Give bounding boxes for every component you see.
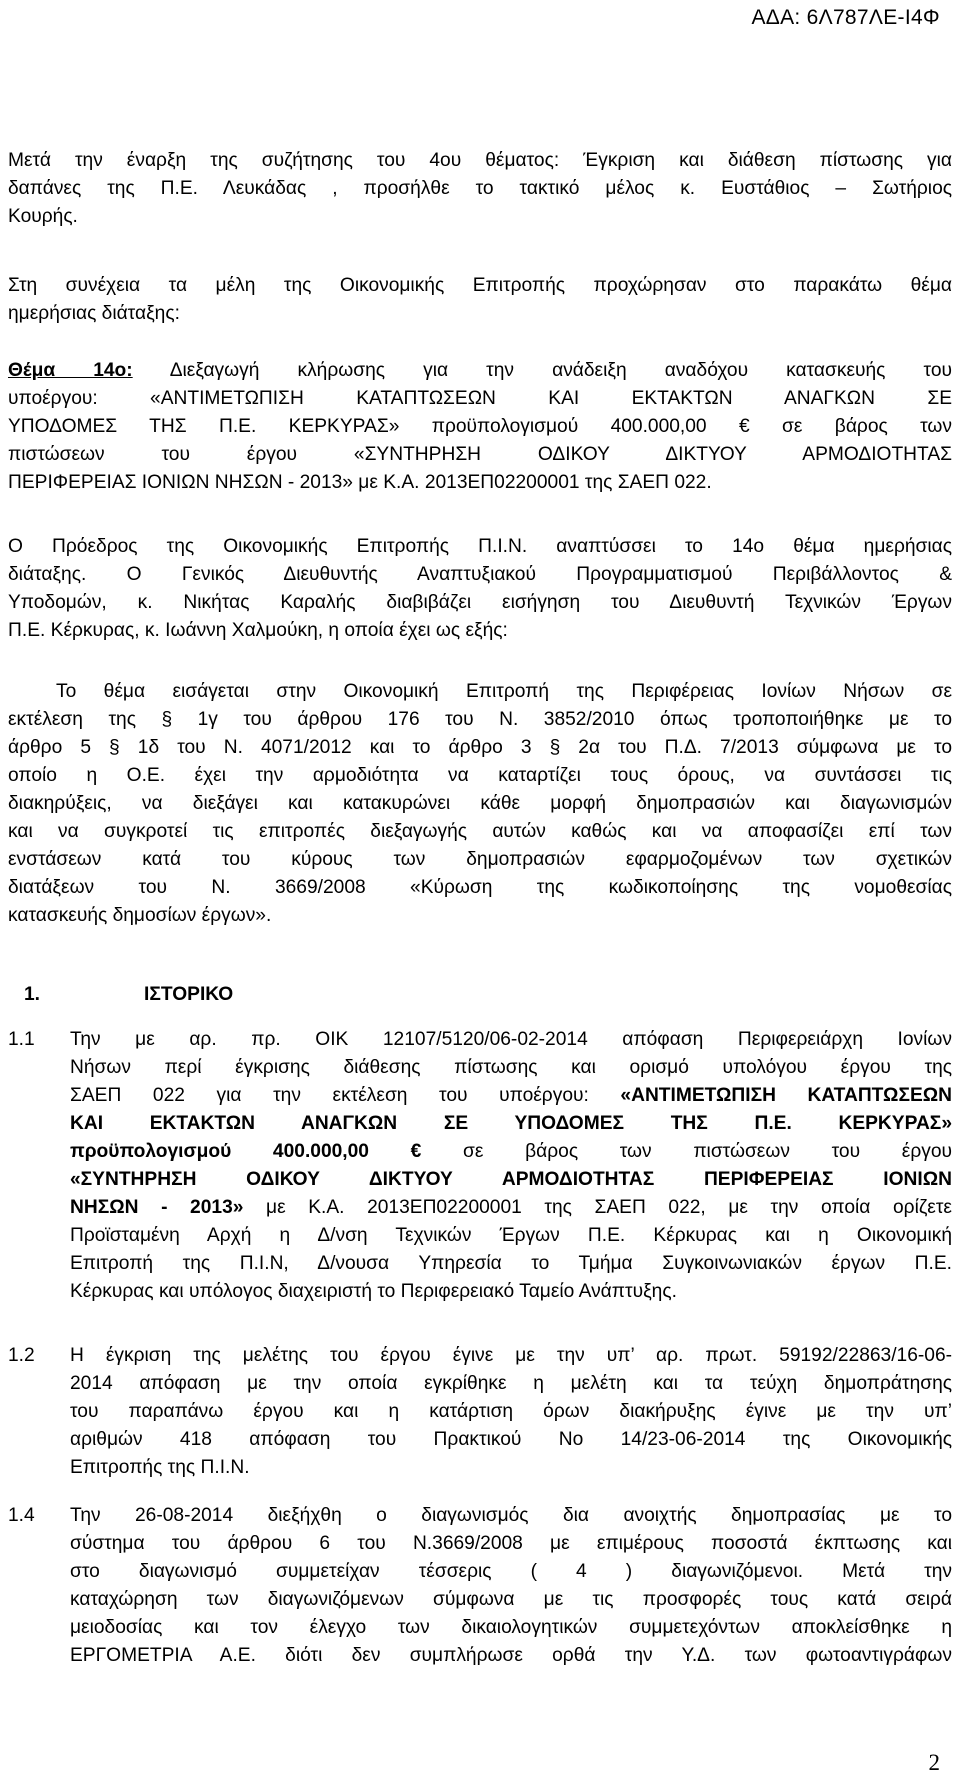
text-line: Στη συνέχεια τα μέλη της Οικονομικής Επιτροπής προχώρησαν στο παρακάτω θέμα [8, 275, 952, 296]
text-line: Την με αρ. πρ. ΟΙΚ 12107/5120/06-02-2014 απόφαση Περιφερειάρχη Ιονίων [70, 1029, 952, 1050]
topic-label: Θέμα 14ο: [8, 360, 133, 381]
text-line: Η έγκριση της μελέτης του έργου έγινε με την υπ’ αρ. πρωτ. 59192/22863/16-06- [70, 1345, 952, 1366]
section-number: 1. [24, 984, 41, 1005]
page-number: 2 [928, 1750, 940, 1775]
item-number: 1.1 [8, 1029, 35, 1050]
text-line: μειοδοσίας και τον έλεγχο των δικαιολογητικών συμμετεχόντων αποκλείσθηκε η [70, 1617, 952, 1638]
paragraph-attendance [8, 147, 952, 231]
text-line: ενστάσεων κατά του κύρους των δημοπρασιών εφαρμοζομένων των σχετικών [8, 849, 952, 870]
item-1-4 [70, 1502, 952, 1670]
text-line: ΚΑΙ ΕΚΤΑΚΤΩΝ ΑΝΑΓΚΩΝ ΣΕ ΥΠΟΔΟΜΕΣ ΤΗΣ Π.Ε. ΚΕΡΚΥΡΑΣ» [70, 1113, 952, 1134]
paragraph-agenda-intro [8, 272, 952, 328]
paragraph-president [8, 533, 952, 645]
paragraph-legal-basis [8, 678, 952, 930]
text-line: διακηρύξεις, να διεξάγει και κατακυρώνει κάθε μορφή δημοπρασιών και διαγωνισμών [8, 793, 952, 814]
text-line: εκτέλεση της § 1γ του άρθρου 176 του Ν. 3852/2010 όπως τροποποιήθηκε με το [8, 709, 952, 730]
item-number: 1.4 [8, 1505, 35, 1526]
text-line: διάταξης. Ο Γενικός Διευθυντής Αναπτυξιακού Προγραμματισμού Περιβάλλοντος & [8, 564, 952, 585]
text-line: Επιτροπή της Π.Ι.Ν, Δ/νουσα Υπηρεσία το Τμήμα Συγκοινωνιακών έργων Π.Ε. [70, 1253, 952, 1274]
text-line: σύστημα του άρθρου 6 του Ν.3669/2008 με επιμέρους ποσοστά έκπτωσης και [70, 1533, 952, 1554]
text-line: αριθμών 418 απόφαση του Πρακτικού Νο 14/23-06-2014 της Οικονομικής [70, 1429, 952, 1450]
topic-line: υποέργου: «ΑΝΤΙΜΕΤΩΠΙΣΗ ΚΑΤΑΠΤΩΣΕΩΝ ΚΑΙ ΕΚΤΑΚΤΩΝ ΑΝΑΓΚΩΝ ΣΕ [8, 388, 952, 409]
text-line: καταχώρηση των διαγωνιζόμενων σύμφωνα με τις προσφορές τους κατά σειρά [70, 1589, 952, 1610]
text-line: διατάξεων του Ν. 3669/2008 «Κύρωση της κωδικοποίησης της νομοθεσίας [8, 877, 952, 898]
item-number: 1.2 [8, 1345, 35, 1366]
topic-line: ΠΕΡΙΦΕΡΕΙΑΣ ΙΟΝΙΩΝ ΝΗΣΩΝ - 2013» με Κ.Α. 2013ΕΠ02200001 της ΣΑΕΠ 022. [8, 472, 712, 493]
bold-run: ΝΗΣΩΝ - 2013» [70, 1197, 244, 1218]
text-run: με Κ.Α. 2013ΕΠ02200001 της ΣΑΕΠ 022, με την οποία ορίζετε [243, 1197, 952, 1218]
section-title: ΙΣΤΟΡΙΚΟ [144, 984, 234, 1005]
text-line: στο διαγωνισμό συμμετείχαν τέσσερις ( 4 ) διαγωνιζόμενοι. Μετά την [70, 1561, 952, 1582]
text-line: Π.Ε. Κέρκυρας, κ. Ιωάννη Χαλμούκη, η οποία έχει ως εξής: [8, 620, 508, 641]
bold-run: «ΑΝΤΙΜΕΤΩΠΙΣΗ ΚΑΤΑΠΤΩΣΕΩΝ [620, 1085, 952, 1106]
text-line: Υποδομών, κ. Νικήτας Καραλής διαβιβάζει εισήγηση του Διευθυντή Τεχνικών Έργων [8, 592, 952, 613]
bold-run: προϋπολογισμού 400.000,00 € [70, 1141, 422, 1162]
text-line: Κέρκυρας και υπόλογος διαχειριστή το Περιφερειακό Ταμείο Ανάπτυξης. [70, 1281, 677, 1302]
text-line: Μετά την έναρξη της συζήτησης του 4ου θέματος: Έγκριση και διάθεση πίστωσης για [8, 150, 952, 171]
text-line: δαπάνες της Π.Ε. Λευκάδας , προσήλθε το τακτικό μέλος κ. Ευστάθιος – Σωτήριος [8, 178, 952, 199]
text-line: του παραπάνω έργου και η κατάρτιση όρων διακήρυξης έγινε με την υπ’ [70, 1401, 952, 1422]
text-run: ΣΑΕΠ 022 για την εκτέλεση του υποέργου: [70, 1085, 621, 1106]
topic-line [8, 357, 952, 385]
topic-line: πιστώσεων του έργου «ΣΥΝΤΗΡΗΣΗ ΟΔΙΚΟΥ ΔΙΚΤΥΟΥ ΑΡΜΟΔΙΟΤΗΤΑΣ [8, 444, 952, 465]
text-line: άρθρο 5 § 1δ του Ν. 4071/2012 και το άρθρο 3 § 2α του Π.Δ. 7/2013 σύμφωνα με το [8, 737, 952, 758]
topic-line: ΥΠΟΔΟΜΕΣ ΤΗΣ Π.Ε. ΚΕΡΚΥΡΑΣ» προϋπολογισμού 400.000,00 € σε βάρος των [8, 416, 952, 437]
text-line: ΕΡΓΟΜΕΤΡΙΑ Α.Ε. διότι δεν συμπλήρωσε ορθά την Υ.Δ. των φωτοαντιγράφων [70, 1645, 952, 1666]
text-line: Το θέμα εισάγεται στην Οικονομική Επιτροπή της Περιφέρειας Ιονίων Νήσων σε [56, 681, 952, 702]
topic-text: Διεξαγωγή κλήρωσης για την ανάδειξη αναδόχου κατασκευής του [132, 360, 952, 381]
ada-code: ΑΔΑ: 6Λ787ΛΕ-Ι4Φ [751, 6, 940, 29]
text-line: κατασκευής δημοσίων έργων». [8, 905, 272, 926]
text-line: 2014 απόφαση με την οποία εγκρίθηκε η μελέτη και τα τεύχη δημοπράτησης [70, 1373, 952, 1394]
text-line: Προϊσταμένη Αρχή η Δ/νση Τεχνικών Έργων Π.Ε. Κέρκυρας και η Οικονομική [70, 1225, 952, 1246]
text-line: ημερήσιας διάταξης: [8, 303, 180, 324]
text-run: σε βάρος των πιστώσεων του έργου [421, 1141, 952, 1162]
text-line: και να συγκροτεί τις επιτροπές διεξαγωγής αυτών καθώς και να αποφασίζει επί των [8, 821, 952, 842]
text-line: Επιτροπής της Π.Ι.Ν. [70, 1457, 250, 1478]
item-1-1 [70, 1026, 952, 1306]
text-line [70, 1194, 952, 1222]
text-line: «ΣΥΝΤΗΡΗΣΗ ΟΔΙΚΟΥ ΔΙΚΤΥΟΥ ΑΡΜΟΔΙΟΤΗΤΑΣ ΠΕΡΙΦΕΡΕΙΑΣ ΙΟΝΙΩΝ [70, 1169, 952, 1190]
text-line: Την 26-08-2014 διεξήχθη ο διαγωνισμός δια ανοιχτής δημοπρασίας με το [70, 1505, 952, 1526]
text-line: οποίο η Ο.Ε. έχει την αρμοδιότητα να καταρτίζει τους όρους, να συντάσσει τις [8, 765, 952, 786]
text-line: Ο Πρόεδρος της Οικονομικής Επιτροπής Π.Ι.Ν. αναπτύσσει το 14ο θέμα ημερήσιας [8, 536, 952, 557]
text-line: Κουρής. [8, 206, 78, 227]
item-1-2 [70, 1342, 952, 1482]
text-line [70, 1082, 952, 1110]
agenda-topic [8, 357, 952, 497]
text-line [70, 1138, 952, 1166]
text-line: Νήσων περί έγκρισης διάθεσης πίστωσης και ορισμό υπολόγου έργου της [70, 1057, 952, 1078]
